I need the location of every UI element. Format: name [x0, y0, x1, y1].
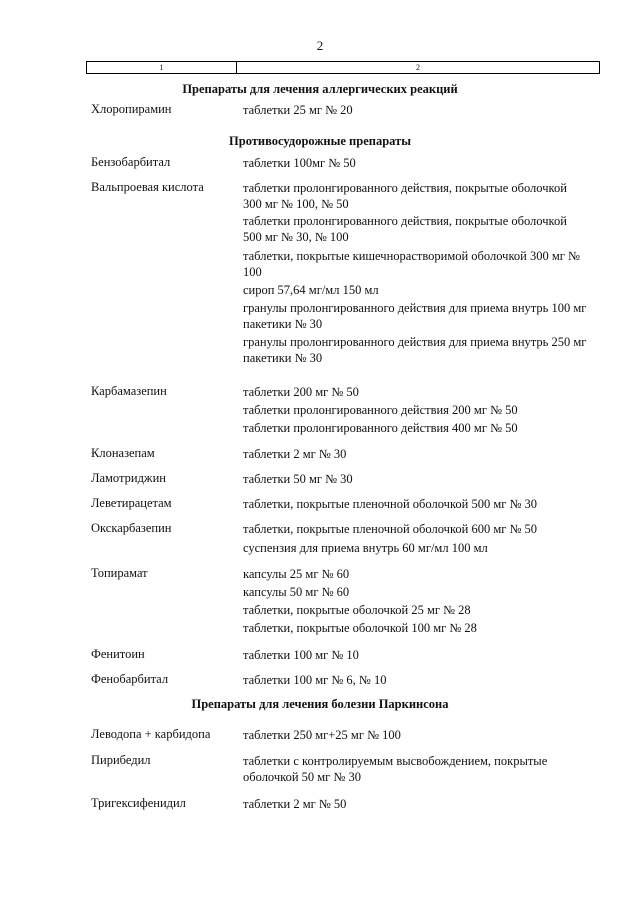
- drug-name: Тригексифенидил: [91, 796, 186, 810]
- drug-form: таблетки с контролируемым высвобождением, покрытые оболочкой 50 мг № 30: [243, 754, 548, 784]
- section-heading-anticonvulsants: Противосудорожные препараты: [229, 134, 411, 148]
- column-header-2: 2: [416, 63, 420, 72]
- drug-form: таблетки 250 мг+25 мг № 100: [243, 728, 401, 742]
- drug-form: таблетки, покрытые оболочкой 25 мг № 28: [243, 603, 471, 617]
- drug-name: Фенитоин: [91, 647, 145, 661]
- drug-name: Леводопа + карбидопа: [91, 727, 211, 741]
- section-heading-allergy: Препараты для лечения аллергических реакций: [182, 82, 458, 96]
- drug-form: таблетки пролонгированного действия, покрытые оболочкой 500 мг № 30, № 100: [243, 214, 567, 244]
- drug-name: Фенобарбитал: [91, 672, 169, 686]
- drug-form: таблетки пролонгированного действия 400 мг № 50: [243, 421, 518, 435]
- drug-name: Пирибедил: [91, 753, 151, 767]
- section-heading-parkinson: Препараты для лечения болезни Паркинсона: [191, 697, 449, 711]
- drug-name: Бензобарбитал: [91, 155, 171, 169]
- drug-form: гранулы пролонгированного действия для приема внутрь 100 мг пакетики № 30: [243, 301, 587, 331]
- drug-form: суспензия для приема внутрь 60 мг/мл 100 мл: [243, 541, 488, 555]
- drug-name: Ламотриджин: [91, 471, 166, 485]
- drug-name: Вальпроевая кислота: [91, 180, 204, 194]
- drug-form: таблетки 100 мг № 10: [243, 648, 359, 662]
- drug-name: Клоназепам: [91, 446, 155, 460]
- drug-form: капсулы 25 мг № 60: [243, 567, 350, 581]
- column-header-1: 1: [87, 62, 237, 73]
- drug-name: Окскарбазепин: [91, 521, 172, 535]
- drug-name: Хлоропирамин: [91, 102, 172, 116]
- drug-name: Леветирацетам: [91, 496, 172, 510]
- drug-form: капсулы 50 мг № 60: [243, 585, 350, 599]
- drug-form: таблетки, покрытые кишечнорастворимой оболочкой 300 мг № 100: [243, 249, 580, 279]
- drug-form: таблетки пролонгированного действия 200 мг № 50: [243, 403, 518, 417]
- drug-form: таблетки 25 мг № 20: [243, 103, 353, 117]
- drug-form: таблетки, покрытые пленочной оболочкой 500 мг № 30: [243, 497, 538, 511]
- drug-form: сироп 57,64 мг/мл 150 мл: [243, 283, 379, 297]
- drug-name: Карбамазепин: [91, 384, 167, 398]
- drug-form: таблетки пролонгированного действия, покрытые оболочкой 300 мг № 100, № 50: [243, 181, 567, 211]
- drug-form: таблетки 100 мг № 6, № 10: [243, 673, 387, 687]
- drug-form: таблетки 2 мг № 50: [243, 797, 347, 811]
- drug-form: таблетки 200 мг № 50: [243, 385, 359, 399]
- drug-form: таблетки 50 мг № 30: [243, 472, 353, 486]
- column-header-row: [86, 61, 600, 74]
- drug-form: таблетки, покрытые пленочной оболочкой 600 мг № 50: [243, 522, 538, 536]
- drug-form: таблетки 100мг № 50: [243, 156, 356, 170]
- page-number: 2: [316, 38, 324, 53]
- drug-form: таблетки, покрытые оболочкой 100 мг № 28: [243, 621, 477, 635]
- drug-form: гранулы пролонгированного действия для приема внутрь 250 мг пакетики № 30: [243, 335, 587, 365]
- drug-name: Топирамат: [91, 566, 148, 580]
- drug-form: таблетки 2 мг № 30: [243, 447, 347, 461]
